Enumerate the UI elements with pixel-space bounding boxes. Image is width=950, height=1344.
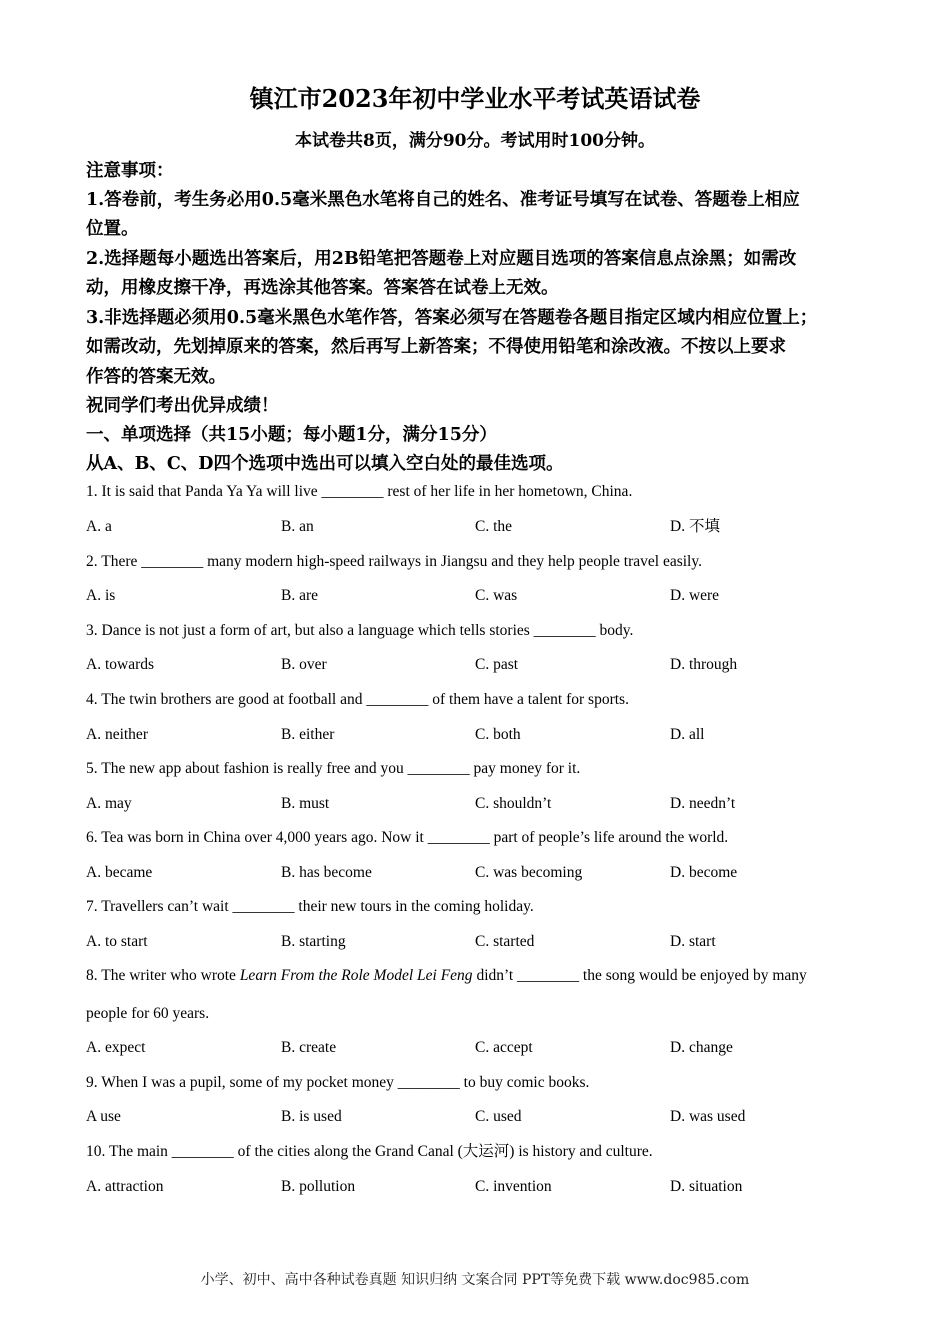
option-d: D. was used	[670, 1108, 746, 1125]
notice-item-3-line-2: 如需改动，先划掉原来的答案，然后再写上新答案；不得使用铅笔和涂改液。不按以上要求	[86, 337, 786, 357]
option-c: C. the	[475, 518, 513, 535]
option-b: B. are	[281, 587, 319, 604]
option-c: C. accept	[475, 1039, 533, 1056]
option-a: A. is	[86, 587, 116, 604]
option-b: B. over	[281, 656, 327, 673]
option-c: C. used	[475, 1108, 522, 1125]
question-9: 9. When I was a pupil, some of my pocket money ________ to buy comic books.	[86, 1074, 590, 1091]
question-5: 5. The new app about fashion is really free and you ________ pay money for it.	[86, 760, 581, 777]
option-b: B. an	[281, 518, 314, 535]
option-a: A. may	[86, 795, 132, 812]
exam-title: 镇江市2023年初中学业水平考试英语试卷	[249, 84, 701, 113]
option-b: B. has become	[281, 864, 372, 881]
section-instruction: 从A、B、C、D四个选项中选出可以填入空白处的最佳选项。	[86, 454, 564, 474]
question-7: 7. Travellers can’t wait ________ their new tours in the coming holiday.	[86, 898, 534, 915]
question-6-options	[86, 863, 886, 883]
question-1-options	[86, 517, 886, 537]
option-d: D. start	[670, 933, 716, 950]
page-footer: 小学、初中、高中各种试卷真题 知识归纳 文案合同 PPT等免费下载 www.doc985.com	[200, 1272, 750, 1288]
option-d: D. through	[670, 656, 738, 673]
question-9-options	[86, 1107, 886, 1127]
question-2-options	[86, 586, 886, 606]
question-1: 1. It is said that Panda Ya Ya will live ________ rest of her life in her hometown, China.	[86, 483, 633, 500]
option-c: C. past	[475, 656, 519, 673]
section-title: 一、单项选择（共15小题；每小题1分，满分15分）	[86, 425, 497, 445]
question-8-line-2: people for 60 years.	[86, 1005, 210, 1022]
option-a: A. neither	[86, 726, 148, 743]
option-a: A. to start	[86, 933, 148, 950]
question-5-options	[86, 794, 886, 814]
question-8-options	[86, 1038, 886, 1058]
question-2: 2. There ________ many modern high-speed railways in Jiangsu and they help people travel easily.	[86, 553, 702, 570]
option-d: D. all	[670, 726, 705, 743]
question-3: 3. Dance is not just a form of art, but also a language which tells stories ________ body.	[86, 622, 634, 639]
notice-item-3-line-1: 3.非选择题必须用0.5毫米黑色水笔作答，答案必须写在答题卷各题目指定区域内相应位置上；	[86, 308, 818, 328]
exam-subtitle: 本试卷共8页，满分90分。考试用时100分钟。	[295, 131, 655, 151]
option-d: D. 不填	[670, 518, 720, 535]
option-c: C. invention	[475, 1178, 552, 1195]
notice-item-2-line-2: 动，用橡皮擦干净，再选涂其他答案。答案答在试卷上无效。	[86, 278, 559, 298]
option-d: D. become	[670, 864, 738, 881]
question-8	[86, 966, 886, 986]
option-c: C. shouldn’t	[475, 795, 552, 812]
option-a: A. became	[86, 864, 153, 881]
option-b: B. either	[281, 726, 335, 743]
notice-item-3-line-3: 作答的答案无效。	[86, 367, 226, 387]
option-d: D. situation	[670, 1178, 743, 1195]
option-a: A. a	[86, 518, 112, 535]
question-4: 4. The twin brothers are good at football and ________ of them have a talent for sports.	[86, 691, 629, 708]
option-c: C. both	[475, 726, 521, 743]
question-8-text-start: 8. The writer who wrote	[86, 967, 240, 984]
question-7-options	[86, 932, 886, 952]
option-b: B. must	[281, 795, 330, 812]
option-d: D. were	[670, 587, 720, 604]
notice-item-1-line-2: 位置。	[86, 219, 139, 239]
question-10: 10. The main ________ of the cities along the Grand Canal (大运河) is history and culture.	[86, 1143, 653, 1160]
notice-wish: 祝同学们考出优异成绩！	[86, 396, 279, 416]
question-4-options	[86, 725, 886, 745]
question-10-options	[86, 1177, 886, 1197]
notice-item-2-line-1: 2.选择题每小题选出答案后，用2B铅笔把答题卷上对应题目选项的答案信息点涂黑；如需改	[86, 249, 797, 269]
option-a: A. towards	[86, 656, 155, 673]
option-b: B. is used	[281, 1108, 342, 1125]
question-8-song-title: Learn From the Role Model Lei Feng	[239, 967, 473, 984]
option-a: A use	[86, 1108, 121, 1125]
question-6: 6. Tea was born in China over 4,000 years ago. Now it ________ part of people’s life around the world.	[86, 829, 729, 846]
option-a: A. attraction	[86, 1178, 164, 1195]
question-8-text-end: didn’t ________ the song would be enjoyed by many	[472, 967, 807, 984]
option-a: A. expect	[86, 1039, 146, 1056]
option-b: B. starting	[281, 933, 346, 950]
option-b: B. create	[281, 1039, 337, 1056]
option-b: B. pollution	[281, 1178, 356, 1195]
option-c: C. was becoming	[475, 864, 583, 881]
option-d: D. needn’t	[670, 795, 736, 812]
notice-heading: 注意事项：	[86, 161, 174, 181]
option-c: C. was	[475, 587, 518, 604]
option-d: D. change	[670, 1039, 733, 1056]
question-3-options	[86, 655, 886, 675]
option-c: C. started	[475, 933, 535, 950]
notice-item-1-line-1: 1.答卷前，考生务必用0.5毫米黑色水笔将自己的姓名、准考证号填写在试卷、答题卷上相应	[86, 190, 800, 210]
